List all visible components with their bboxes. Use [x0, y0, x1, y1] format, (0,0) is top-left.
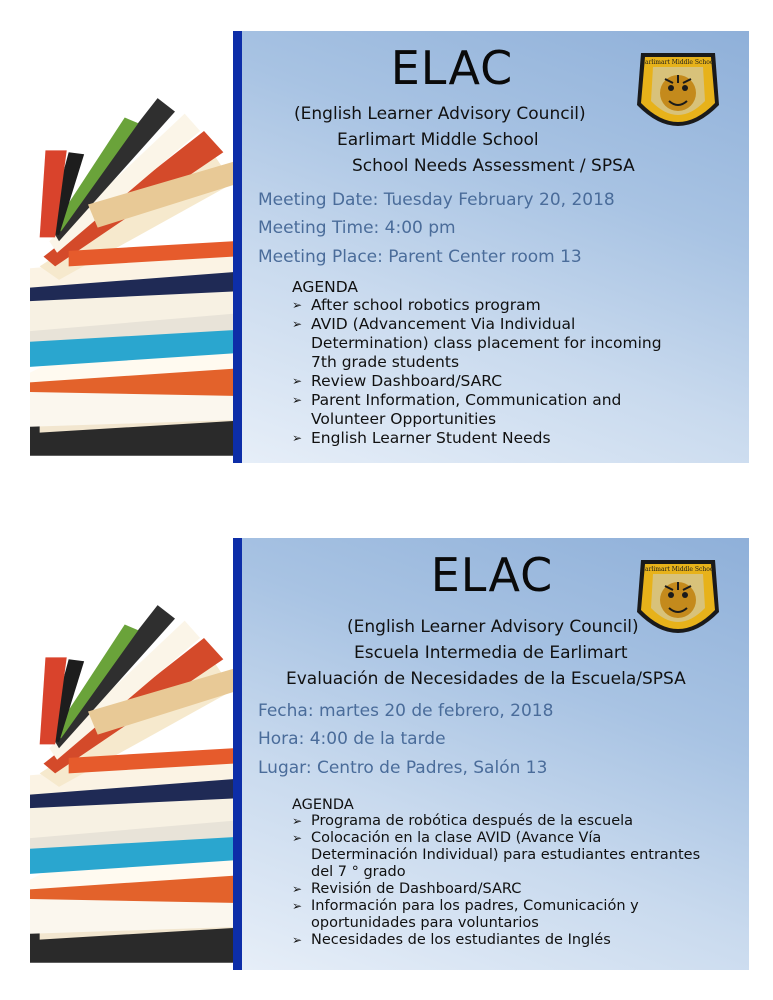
flyer-english	[30, 31, 749, 463]
agenda-item: ➢ Review Dashboard/SARC	[292, 372, 503, 390]
subtitle-council: (English Learner Advisory Council)	[294, 104, 586, 124]
meeting-place: Meeting Place: Parent Center room 13	[258, 247, 582, 267]
arrow-bullet-icon: ➢	[292, 814, 303, 828]
arrow-bullet-icon: ➢	[292, 317, 303, 331]
crest-school-name: Earlimart Middle School	[640, 59, 716, 66]
subtitle-assessment: School Needs Assessment / SPSA	[352, 156, 635, 176]
arrow-bullet-icon: ➢	[292, 831, 303, 845]
flyer-spanish	[30, 538, 749, 970]
blue-stripe	[233, 538, 242, 970]
meeting-time: Hora: 4:00 de la tarde	[258, 729, 446, 749]
arrow-bullet-icon: ➢	[292, 393, 303, 407]
agenda-item: ➢ AVID (Advancement Via Individual Determination) class placement for incoming 7th grade students	[292, 315, 662, 371]
agenda-item: ➢ English Learner Student Needs	[292, 429, 551, 447]
title: ELAC	[430, 548, 554, 602]
meeting-date: Fecha: martes 20 de febrero, 2018	[258, 701, 554, 721]
agenda-item: ➢ After school robotics program	[292, 296, 541, 314]
meeting-date: Meeting Date: Tuesday February 20, 2018	[258, 190, 615, 210]
school-crest	[633, 550, 723, 648]
agenda-item: ➢ Programa de robótica después de la escuela	[292, 813, 634, 829]
agenda	[292, 797, 712, 949]
agenda	[292, 278, 692, 448]
subtitle-school: Earlimart Middle School	[337, 130, 539, 150]
meeting-time: Meeting Time: 4:00 pm	[258, 218, 456, 238]
agenda-item: ➢ Revisión de Dashboard/SARC	[292, 881, 522, 897]
school-crest	[633, 43, 723, 141]
crest-school-name: Earlimart Middle School	[640, 566, 716, 573]
subtitle-assessment: Evaluación de Necesidades de la Escuela/SPSA	[286, 669, 686, 689]
agenda-title: AGENDA	[292, 278, 358, 296]
info-panel	[242, 538, 749, 970]
agenda-title: AGENDA	[292, 797, 354, 813]
arrow-bullet-icon: ➢	[292, 933, 303, 947]
subtitle-council: (English Learner Advisory Council)	[347, 617, 639, 637]
arrow-bullet-icon: ➢	[292, 882, 303, 896]
agenda-list	[292, 296, 692, 448]
arrow-bullet-icon: ➢	[292, 374, 303, 388]
arrow-bullet-icon: ➢	[292, 431, 303, 445]
arrow-bullet-icon: ➢	[292, 298, 303, 312]
blue-stripe	[233, 31, 242, 463]
meeting-place: Lugar: Centro de Padres, Salón 13	[258, 758, 548, 778]
title: ELAC	[390, 41, 514, 95]
subtitle-school: Escuela Intermedia de Earlimart	[354, 643, 628, 663]
info-panel	[242, 31, 749, 463]
agenda-item: ➢ Parent Information, Communication and Volunteer Opportunities	[292, 391, 622, 428]
agenda-item: ➢ Colocación en la clase AVID (Avance Vía Determinación Individual) para estudiantes entrantes del 7 ° grado	[292, 830, 701, 880]
agenda-item: ➢ Información para los padres, Comunicación y oportunidades para voluntarios	[292, 898, 639, 931]
arrow-bullet-icon: ➢	[292, 899, 303, 913]
agenda-list	[292, 813, 712, 949]
books-illustration	[30, 538, 233, 970]
books-illustration	[30, 31, 233, 463]
agenda-item: ➢ Necesidades de los estudiantes de Inglés	[292, 932, 611, 948]
